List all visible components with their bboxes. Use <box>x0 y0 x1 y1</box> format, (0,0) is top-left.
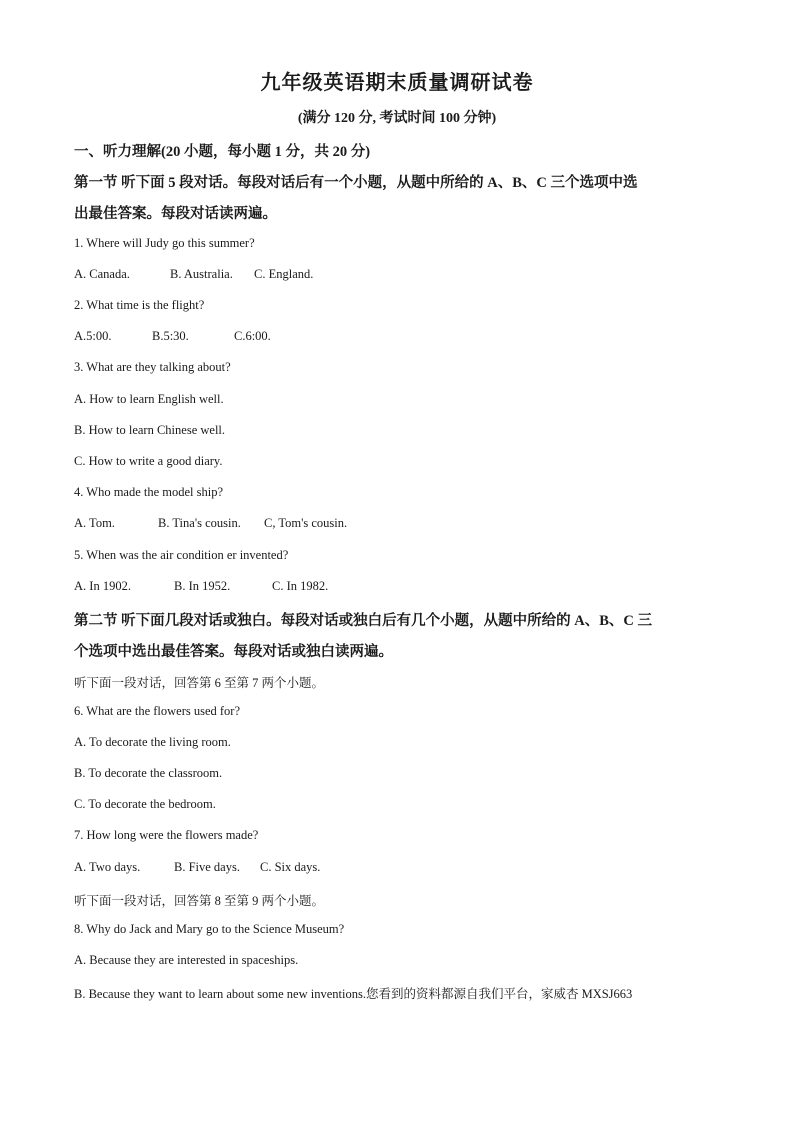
question-5-option-b: B. In 1952. <box>174 579 231 593</box>
question-2-option-c: C.6:00. <box>234 329 271 343</box>
question-8-option-b-line <box>74 984 632 1002</box>
question-7-option-b: B. Five days. <box>174 860 240 874</box>
question-4-option-c: C, Tom's cousin. <box>264 516 348 530</box>
question-3-option-a: A. How to learn English well. <box>74 392 224 406</box>
question-2-options <box>74 329 271 344</box>
question-4-option-b: B. Tina's cousin. <box>158 516 241 530</box>
question-3-option-c: C. How to write a good diary. <box>74 454 223 468</box>
question-6-stem: 6. What are the flowers used for? <box>74 704 241 718</box>
page-subtitle: (满分 120 分, 考试时间 100 分钟) <box>297 111 497 126</box>
question-1-option-c: C. England. <box>254 267 314 281</box>
question-5-options <box>74 579 328 594</box>
question-1-options <box>74 267 313 282</box>
dialogue-intro-6-7: 听下面一段对话，回答第 6 至第 7 两个小题。 <box>74 676 325 690</box>
question-2-option-a: A.5:00. <box>74 329 112 343</box>
question-5-option-a: A. In 1902. <box>74 579 131 593</box>
question-7-stem: 7. How long were the flowers made? <box>74 828 259 842</box>
question-8-option-a: A. Because they are interested in spaceships. <box>74 953 299 967</box>
question-4-options <box>74 516 347 531</box>
dialogue-intro-8-9: 听下面一段对话，回答第 8 至第 9 两个小题。 <box>74 894 325 908</box>
question-5-stem: 5. When was the air condition er invented? <box>74 548 289 562</box>
question-4-option-a: A. Tom. <box>74 516 115 530</box>
section2-instruction-line2: 个选项中选出最佳答案。每段对话或独白读两遍。 <box>74 644 393 660</box>
section1-instruction-line1: 第一节 听下面 5 段对话。每段对话后有一个小题，从题中所给的 A、B、C 三个选项中选 <box>74 175 638 191</box>
question-1-stem: 1. Where will Judy go this summer? <box>74 236 255 250</box>
question-7-option-c: C. Six days. <box>260 860 321 874</box>
question-4-stem: 4. Who made the model ship? <box>74 485 224 499</box>
question-8-stem: 8. Why do Jack and Mary go to the Science Museum? <box>74 922 345 936</box>
question-6-option-c: C. To decorate the bedroom. <box>74 797 216 811</box>
question-1-option-b: B. Australia. <box>170 267 233 281</box>
question-3-stem: 3. What are they talking about? <box>74 360 231 374</box>
question-1-option-a: A. Canada. <box>74 267 130 281</box>
part1-heading: 一、听力理解(20 小题，每小题 1 分，共 20 分) <box>74 144 371 160</box>
question-8-option-b: B. Because they want to learn about some new inventions. <box>74 987 366 1001</box>
question-5-option-c: C. In 1982. <box>272 579 329 593</box>
question-2-stem: 2. What time is the flight? <box>74 298 205 312</box>
question-2-option-b: B.5:30. <box>152 329 189 343</box>
source-watermark-text: 您看到的资料都源自我们平台，家威杏 MXSJ663 <box>365 987 633 1001</box>
question-6-option-a: A. To decorate the living room. <box>74 735 231 749</box>
question-6-option-b: B. To decorate the classroom. <box>74 766 223 780</box>
page-title: 九年级英语期末质量调研试卷 <box>260 72 534 94</box>
question-3-option-b: B. How to learn Chinese well. <box>74 423 226 437</box>
question-7-option-a: A. Two days. <box>74 860 141 874</box>
section2-instruction-line1: 第二节 听下面几段对话或独白。每段对话或独白后有几个小题，从题中所给的 A、B、C 三 <box>74 613 652 629</box>
question-7-options <box>74 860 320 875</box>
section1-instruction-line2: 出最佳答案。每段对话读两遍。 <box>74 206 277 222</box>
